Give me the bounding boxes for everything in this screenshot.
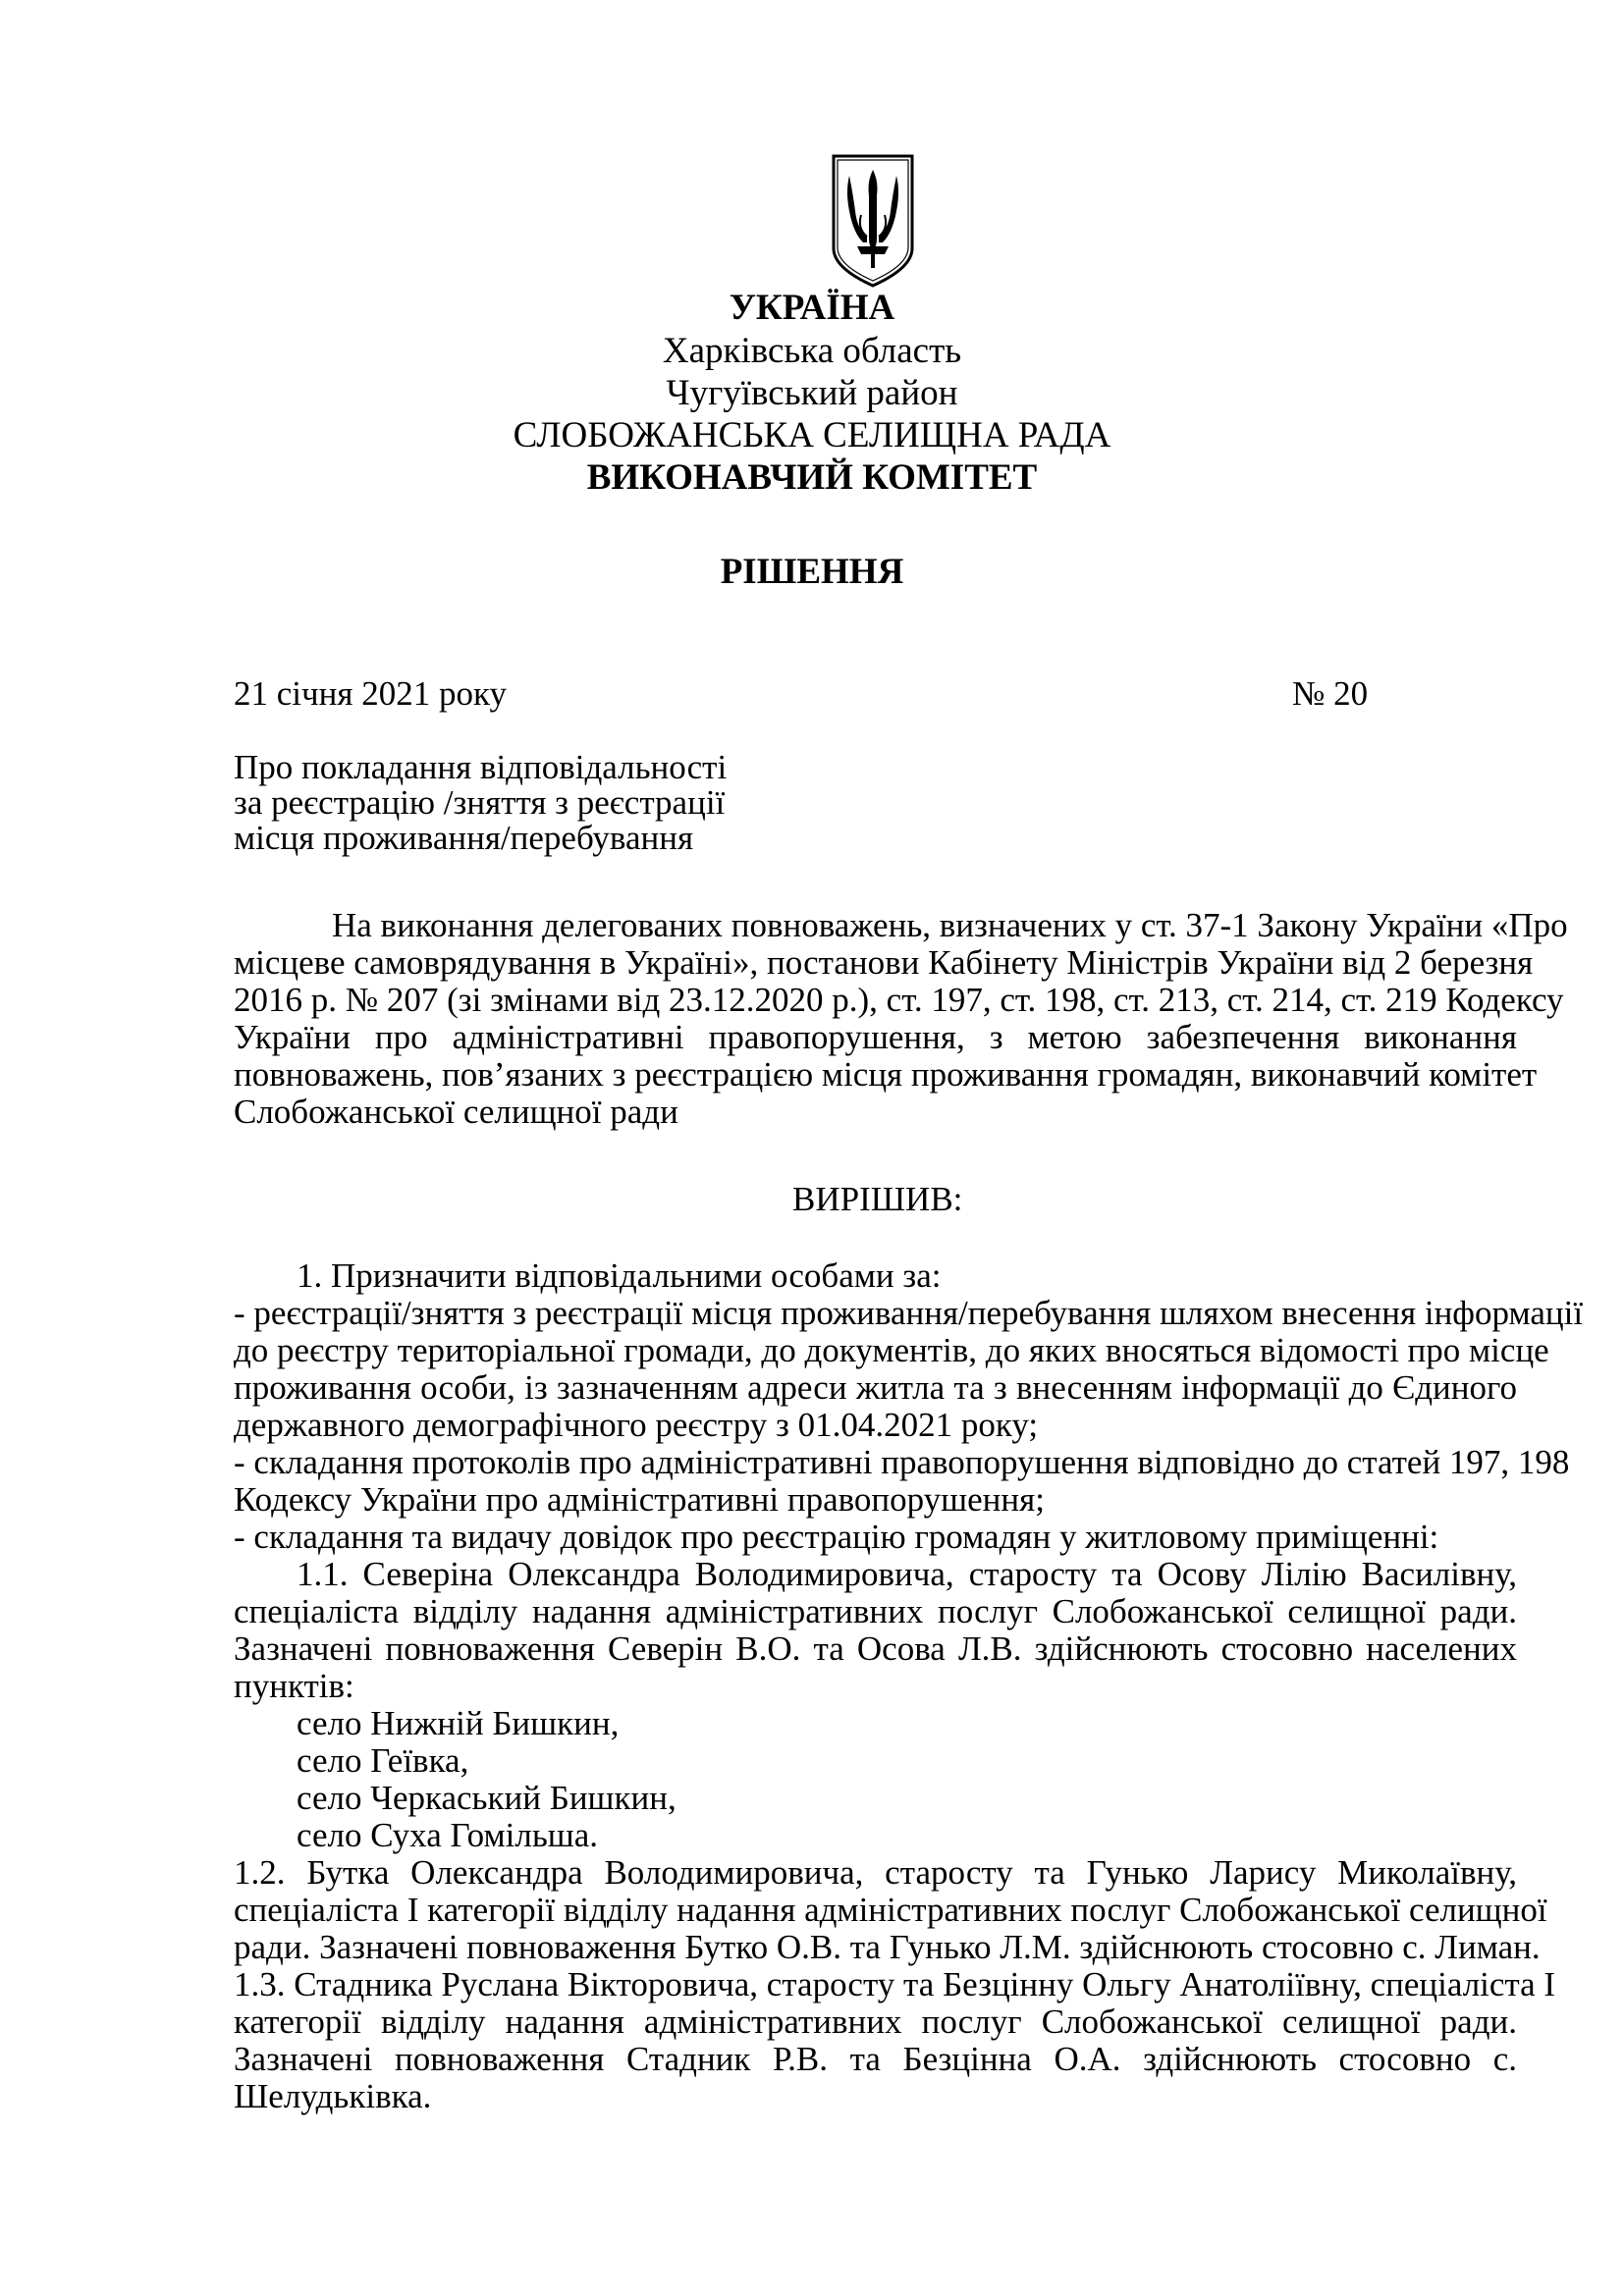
village-item: село Нижній Бишкин,	[297, 1704, 620, 1742]
subject-line: місця проживання/перебування	[234, 819, 694, 857]
document-date: 21 січня 2021 року	[234, 674, 507, 713]
document-type-heading: РІШЕННЯ	[720, 552, 904, 592]
committee-line: ВИКОНАВЧИЙ КОМІТЕТ	[586, 457, 1038, 498]
clause-item-a: - реєстрації/зняття з реєстрації місця проживання/перебування шляхом внесення інформації	[234, 1294, 1584, 1332]
village-item: село Черкаський Бишкин,	[297, 1779, 677, 1817]
preamble-line: На виконання делегованих повноважень, визначених у ст. 37-1 Закону України «Про	[332, 906, 1568, 944]
region-line: Харківська область	[662, 331, 962, 371]
clause-item-b: - складання протоколів про адміністративні правопорушення відповідно до статей 197, 198	[234, 1443, 1570, 1481]
clause-1-3: Шелудьківка.	[234, 2077, 432, 2115]
clause-1-2: 1.2. Бутка Олександра Володимировича, старосту та Гунько Ларису Миколаївну,	[234, 1853, 1517, 1892]
clause-1-1: 1.1. Северіна Олександра Володимировича, старосту та Осову Лілію Василівну,	[297, 1555, 1517, 1593]
clause-1-2: спеціаліста І категорії відділу надання адміністративних послуг Слобожанської селищної	[234, 1891, 1547, 1929]
clause-item-b: Кодексу України про адміністративні правопорушення;	[234, 1480, 1045, 1519]
clause-1: 1. Призначити відповідальними особами за:	[297, 1256, 942, 1295]
council-line: СЛОБОЖАНСЬКА СЕЛИЩНА РАДА	[513, 415, 1111, 455]
preamble-line: України про адміністративні правопорушення, з метою забезпечення виконання	[234, 1018, 1517, 1056]
preamble-line: повноважень, пов’язаних з реєстрацією місця проживання громадян, виконавчий комітет	[234, 1055, 1538, 1094]
village-item: село Геївка,	[297, 1741, 469, 1780]
decision-body	[234, 1256, 1584, 2115]
subject-line: Про покладання відповідальності	[234, 748, 728, 786]
clause-1-3: категорії відділу надання адміністративних послуг Слобожанської селищної ради.	[234, 2002, 1517, 2041]
document-subject	[234, 750, 727, 856]
document-number: № 20	[1292, 674, 1369, 713]
preamble-line: Слобожанської селищної ради	[234, 1093, 678, 1131]
preamble-line: 2016 р. № 207 (зі змінами від 23.12.2020 р.), ст. 197, ст. 198, ст. 213, ст. 214, ст. 219 Кодексу	[234, 981, 1564, 1019]
clause-1-1: пунктів:	[234, 1667, 354, 1705]
clause-1-2: ради. Зазначені повноваження Бутко О.В. та Гунько Л.М. здійснюють стосовно с. Лиман.	[234, 1928, 1541, 1966]
subject-line: за реєстрацію /зняття з реєстрації	[234, 783, 726, 822]
clause-1-3: 1.3. Стадника Руслана Вікторовича, старосту та Безцінну Ольгу Анатоліївну, спеціаліста І	[234, 1965, 1556, 2003]
preamble-line: місцеве самоврядування в Україні», постанови Кабінету Міністрів України від 2 березня	[234, 943, 1534, 982]
clause-1-3: Зазначені повноваження Стадник Р.В. та Безцінна О.А. здійснюють стосовно с.	[234, 2040, 1517, 2078]
country-heading: УКРАЇНА	[729, 288, 895, 328]
clause-item-a: проживання особи, із зазначенням адреси житла та з внесенням інформації до Єдиного	[234, 1368, 1517, 1407]
coat-of-arms-icon	[828, 152, 918, 290]
clause-1-1: Зазначені повноваження Северін В.О. та Осова Л.В. здійснюють стосовно населених	[234, 1629, 1517, 1668]
preamble-paragraph	[234, 906, 1568, 1131]
resolved-heading: ВИРІШИВ:	[792, 1180, 963, 1218]
village-item: село Суха Гомільша.	[297, 1816, 599, 1854]
clause-item-c: - складання та видачу довідок про реєстрацію громадян у житловому приміщенні:	[234, 1518, 1439, 1556]
district-line: Чугуївський район	[666, 373, 958, 413]
clause-item-a: державного демографічного реєстру з 01.04.2021 року;	[234, 1406, 1039, 1444]
clause-item-a: до реєстру територіальної громади, до документів, до яких вносяться відомості про місце	[234, 1331, 1549, 1369]
clause-1-1: спеціаліста відділу надання адміністративних послуг Слобожанської селищної ради.	[234, 1592, 1517, 1630]
